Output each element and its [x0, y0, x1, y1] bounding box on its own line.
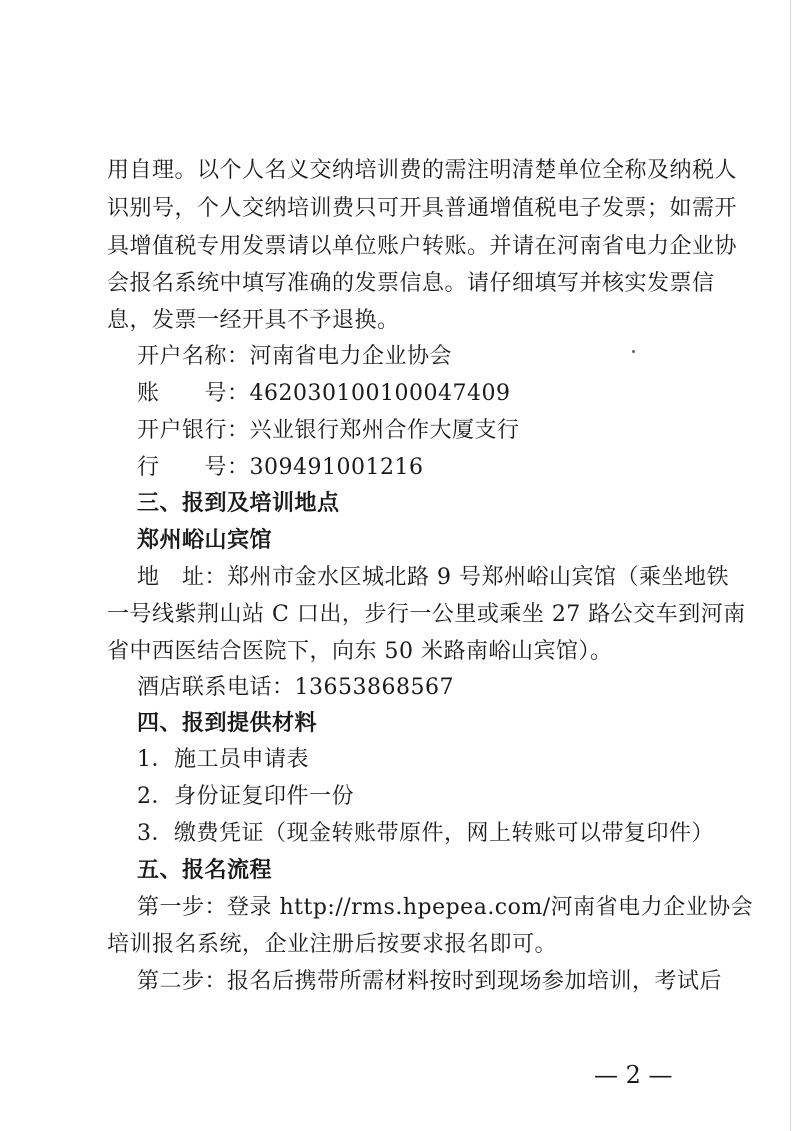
material-item-1: 1．施工员申请表: [137, 747, 309, 772]
account-bank-code: 行 号：309491001216: [137, 455, 424, 480]
section-3-heading: 三、报到及培训地点: [137, 491, 340, 516]
material-item-2: 2．身份证复印件一份: [137, 784, 354, 809]
venue-name: 郑州峪山宾馆: [137, 528, 273, 553]
step-1-line-1: 第一步：登录 http://rms.hpepea.com/河南省电力企业协会: [137, 895, 754, 920]
hotel-phone: 酒店联系电话：13653868567: [137, 675, 454, 700]
paragraph-line-5: 息，发票一经开具不予退换。: [107, 308, 400, 333]
account-name: 开户名称：河南省电力企业协会: [137, 344, 453, 369]
section-5-heading: 五、报名流程: [137, 858, 273, 883]
venue-address-line-3: 省中西医结合医院下，向东 50 米路南峪山宾馆）。: [107, 639, 613, 664]
paragraph-line-3: 具增值税专用发票请以单位账户转账。并请在河南省电力企业协: [107, 234, 738, 259]
step-2-line-1: 第二步：报名后携带所需材料按时到现场参加培训，考试后: [137, 969, 723, 994]
venue-address-line-2: 一号线紫荆山站 C 口出，步行一公里或乘坐 27 路公交车到河南: [107, 602, 746, 627]
page-number: — 2 —: [594, 1061, 673, 1089]
account-bank: 开户银行：兴业银行郑州合作大厦支行: [137, 418, 520, 443]
paragraph-line-4: 会报名系统中填写准确的发票信息。请仔细填写并核实发票信: [107, 271, 715, 296]
material-item-3: 3．缴费凭证（现金转账带原件，网上转账可以带复印件）: [137, 821, 714, 846]
paragraph-line-2: 识别号，个人交纳培训费只可开具普通增值税电子发票；如需开: [107, 196, 738, 221]
venue-address-line-1: 地 址：郑州市金水区城北路 9 号郑州峪山宾馆（乘坐地铁: [137, 565, 729, 590]
page-edge-line: [790, 0, 791, 1131]
section-4-heading: 四、报到提供材料: [137, 711, 318, 736]
paragraph-line-1: 用自理。以个人名义交纳培训费的需注明清楚单位全称及纳税人: [107, 158, 738, 183]
scan-speck: [632, 350, 635, 353]
step-1-line-2: 培训报名系统，企业注册后按要求报名即可。: [107, 932, 558, 957]
account-number: 账 号：462030100100047409: [137, 381, 511, 406]
